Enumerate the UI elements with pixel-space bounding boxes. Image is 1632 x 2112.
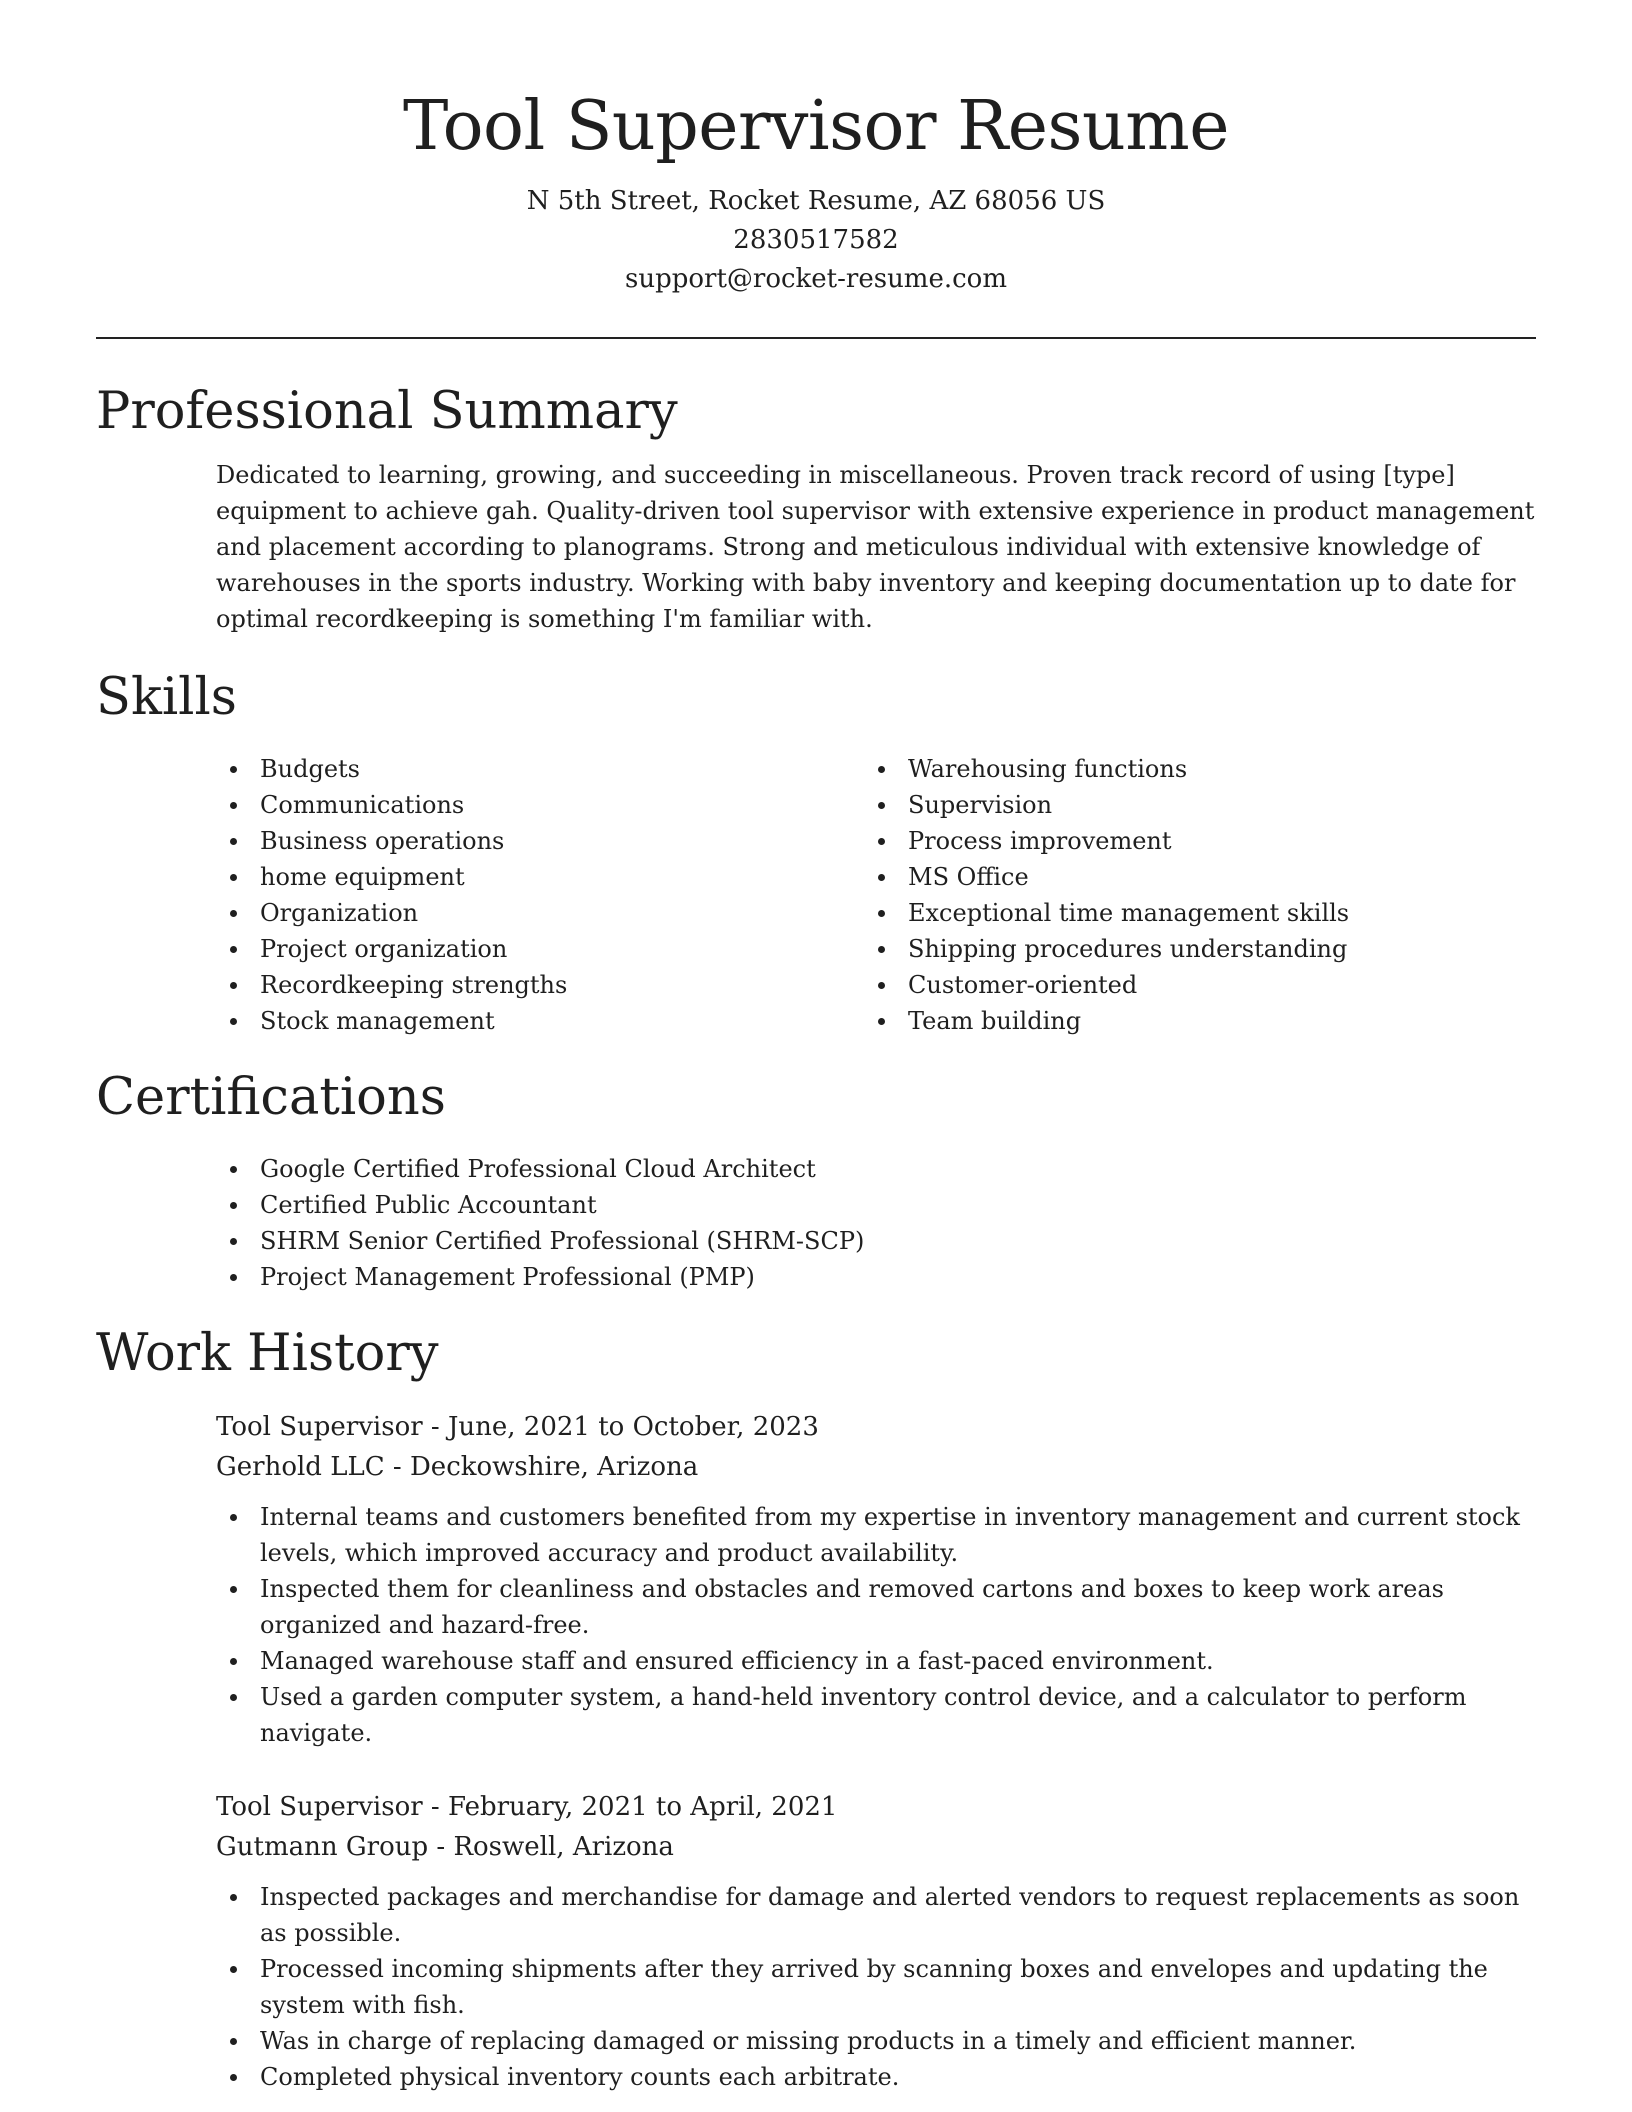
job-bullet-list (216, 1499, 1546, 1751)
job-location: - Deckowshire, Arizona (384, 1452, 699, 1482)
skills-list-left (216, 751, 864, 1039)
job-title-line (216, 1407, 1546, 1447)
work-history-heading: Work History (96, 1324, 439, 1383)
certifications-list (216, 1151, 1536, 1295)
job-location: - Roswell, Arizona (428, 1832, 674, 1862)
resume-title: Tool Supervisor Resume (403, 87, 1229, 166)
job-title: Tool Supervisor (216, 1792, 423, 1822)
job-company: Gerhold LLC (216, 1452, 385, 1482)
summary-text: Dedicated to learning, growing, and succeeding in miscellaneous. Proven track record of using [type] equipment to achieve gah. Quality-driven tool supervisor with extensive experience in product management and placement according to planograms. Strong and meticulous individual with extensive knowledge of warehouses in the sports industry. Working with baby inventory and keeping documentation up to date for optimal recordkeeping is something I'm familiar with. (216, 461, 1535, 633)
certifications-heading: Certifications (96, 1068, 446, 1127)
skills-grid (216, 751, 1536, 1039)
skill-item: Shipping procedures understanding (864, 931, 1512, 967)
contact-block (96, 182, 1536, 299)
job-dates: - February, 2021 to April, 2021 (422, 1792, 838, 1822)
job-bullet: Was in charge of replacing damaged or missing products in a timely and efficient manner. (216, 2023, 1546, 2059)
skill-item: Budgets (216, 751, 864, 787)
skills-list-right (864, 751, 1512, 1039)
header-divider (96, 337, 1536, 339)
skill-item: home equipment (216, 859, 864, 895)
skill-item: MS Office (864, 859, 1512, 895)
skill-item: Organization (216, 895, 864, 931)
resume-header (96, 0, 1536, 299)
certification-item: Project Management Professional (PMP) (216, 1259, 1536, 1295)
job-company-line (216, 1447, 1546, 1487)
contact-phone: 2830517582 (733, 225, 899, 255)
job-bullet: Inspected them for cleanliness and obstacles and removed cartons and boxes to keep work areas organized and hazard-free. (216, 1571, 1546, 1643)
skill-item: Recordkeeping strengths (216, 967, 864, 1003)
skill-item: Project organization (216, 931, 864, 967)
summary-section (96, 377, 1536, 637)
job-bullet-list (216, 1879, 1546, 2095)
contact-email: support@rocket-resume.com (624, 264, 1007, 294)
job-entry (216, 1787, 1546, 2095)
skill-item: Process improvement (864, 823, 1512, 859)
contact-address: N 5th Street, Rocket Resume, AZ 68056 US (526, 186, 1106, 216)
certification-item: Google Certified Professional Cloud Architect (216, 1151, 1536, 1187)
skills-section (96, 663, 1536, 1039)
job-bullet: Managed warehouse staff and ensured efficiency in a fast-paced environment. (216, 1643, 1546, 1679)
certification-item: SHRM Senior Certified Professional (SHRM-SCP) (216, 1223, 1536, 1259)
job-title-line (216, 1787, 1546, 1827)
certifications-section (96, 1063, 1536, 1295)
skill-item: Communications (216, 787, 864, 823)
skill-item: Stock management (216, 1003, 864, 1039)
job-bullet: Inspected packages and merchandise for damage and alerted vendors to request replacements as soon as possible. (216, 1879, 1546, 1951)
skill-item: Customer-oriented (864, 967, 1512, 1003)
skill-item: Exceptional time management skills (864, 895, 1512, 931)
skills-heading: Skills (96, 668, 237, 727)
job-bullet: Used a garden computer system, a hand-held inventory control device, and a calculator to perform navigate. (216, 1679, 1546, 1751)
job-title: Tool Supervisor (216, 1412, 423, 1442)
job-dates: - June, 2021 to October, 2023 (422, 1412, 819, 1442)
skill-item: Business operations (216, 823, 864, 859)
job-entry (216, 1407, 1546, 1751)
work-history-section (96, 1319, 1536, 2095)
job-bullet: Internal teams and customers benefited from my expertise in inventory management and current stock levels, which improved accuracy and product availability. (216, 1499, 1546, 1571)
job-bullet: Completed physical inventory counts each arbitrate. (216, 2059, 1546, 2095)
skill-item: Team building (864, 1003, 1512, 1039)
job-company-line (216, 1827, 1546, 1867)
skill-item: Warehousing functions (864, 751, 1512, 787)
job-bullet: Processed incoming shipments after they arrived by scanning boxes and envelopes and updating the system with fish. (216, 1951, 1546, 2023)
skill-item: Supervision (864, 787, 1512, 823)
job-company: Gutmann Group (216, 1832, 429, 1862)
certification-item: Certified Public Accountant (216, 1187, 1536, 1223)
summary-heading: Professional Summary (96, 382, 678, 441)
